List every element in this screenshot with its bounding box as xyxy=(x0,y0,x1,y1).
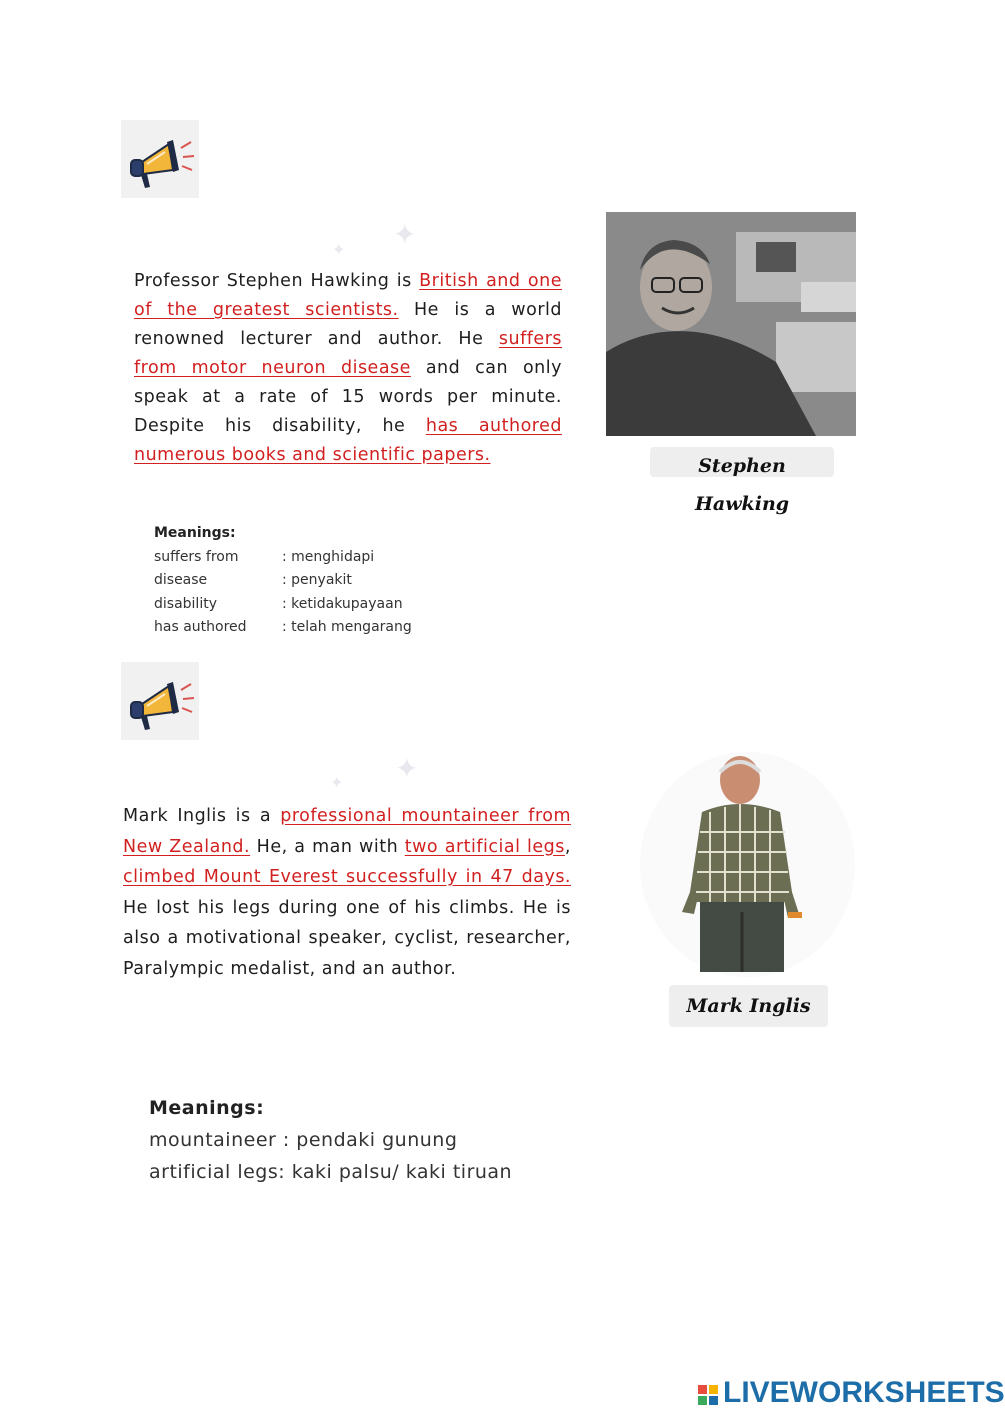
sparkle-decoration: ✦ xyxy=(330,773,344,792)
inglis-caption: Mark Inglis xyxy=(669,985,828,1027)
meaning-term: disease xyxy=(154,572,208,588)
meanings-heading: Meanings: xyxy=(154,525,236,541)
sparkle-decoration: ✦ xyxy=(332,240,346,259)
paragraph-text: He lost his legs during one of his climbs. He is also a motivational speaker, cyclist, researcher, Paralympic medalist, and an author. xyxy=(123,897,571,979)
meaning-row xyxy=(154,546,474,570)
paragraph-text: Professor Stephen Hawking is xyxy=(134,271,420,291)
megaphone-icon-2 xyxy=(121,662,199,740)
mark-inglis-photo xyxy=(640,752,855,977)
highlighted-phrase: climbed Mount Everest successfully in 47 days. xyxy=(123,867,571,887)
liveworksheets-logo xyxy=(697,1375,1005,1411)
meaning-definition: : telah mengarang xyxy=(282,619,412,635)
highlighted-phrase: suffers from motor neuron disease xyxy=(134,329,562,378)
meaning-definition: : menghidapi xyxy=(282,548,375,565)
megaphone-icon xyxy=(121,662,199,740)
megaphone-icon-1 xyxy=(121,120,199,198)
logo-text: LIVEWORKSHEETS xyxy=(723,1376,1005,1409)
highlighted-phrase: has authored numerous books and scientific papers. xyxy=(134,416,562,465)
sparkle-decoration: ✦ xyxy=(395,752,419,785)
paragraph-text: He is a world renowned lecturer and author. He xyxy=(134,300,562,349)
megaphone-icon xyxy=(121,120,199,198)
meaning-definition: : penyakit xyxy=(282,572,352,588)
highlighted-phrase: two artificial legs xyxy=(404,836,565,857)
paragraph-text: He, a man with xyxy=(250,836,405,857)
hawking-meanings xyxy=(154,522,474,640)
paragraph-text: , xyxy=(564,836,571,857)
hawking-caption: Stephen Hawking xyxy=(650,447,834,477)
meaning-definition: : ketidakupayaan xyxy=(282,595,403,612)
meaning-term: has authored xyxy=(154,619,247,635)
meaning-row xyxy=(154,593,474,617)
meaning-line: mountaineer : pendaki gunung xyxy=(149,1129,458,1151)
inglis-meanings xyxy=(149,1092,569,1188)
sparkle-decoration: ✦ xyxy=(393,218,417,251)
meaning-line: artificial legs: kaki palsu/ kaki tiruan xyxy=(149,1161,513,1183)
stephen-hawking-photo xyxy=(606,212,856,436)
highlighted-phrase: British and one of the greatest scientists. xyxy=(134,271,562,320)
meaning-row xyxy=(154,616,474,640)
highlighted-phrase: professional mountaineer from New Zealand. xyxy=(123,806,572,857)
paragraph-text: and can only speak at a rate of 15 words per minute. Despite his disability, he xyxy=(134,358,562,436)
meaning-term: disability xyxy=(154,595,217,612)
paragraph-text: Mark Inglis is a xyxy=(123,806,281,826)
liveworksheets-logo-icon xyxy=(697,1381,721,1407)
meaning-term: suffers from xyxy=(154,548,239,565)
meaning-row xyxy=(154,569,474,593)
meanings-heading: Meanings: xyxy=(149,1097,265,1119)
inglis-paragraph xyxy=(123,801,571,984)
hawking-paragraph xyxy=(134,267,562,470)
